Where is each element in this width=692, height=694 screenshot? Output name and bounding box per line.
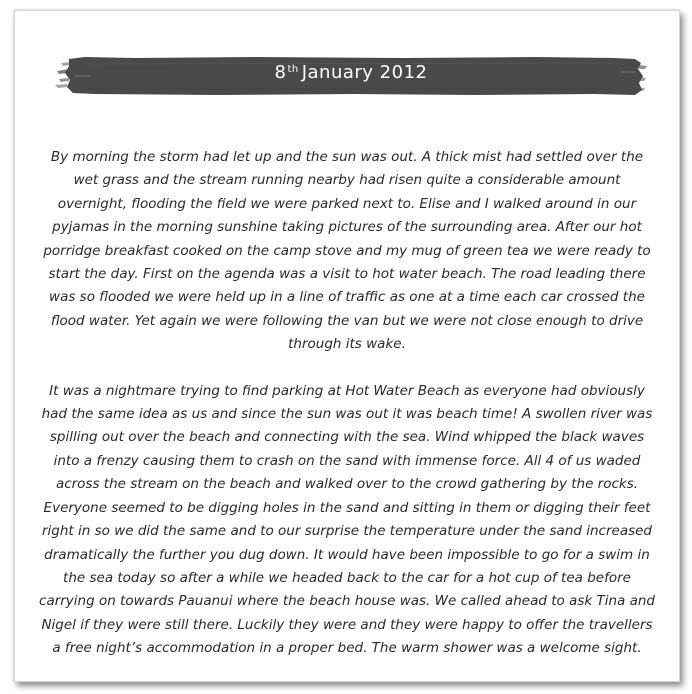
journal-body	[37, 146, 657, 661]
date-suffix: th	[287, 64, 299, 75]
paragraph-1: By morning the storm had let up and the sun was out. A thick mist had settled over the wet grass and the stream running nearby had risen quite a considerable amount overnight, flooding the field we were parked next to. Elise and I walked around in our pyjamas in the morning sunshine taking pictures of the surrounding area. After our hot porridge breakfast cooked on the camp stove and my mug of green tea we were ready to start the day. First on the agenda was a visit to hot water beach. The road leading there was so flooded we were held up in a line of traffic as one at a time each car crossed the flood water. Yet again we were following the van but we were not close enough to drive through its wake.	[43, 149, 651, 353]
date-day: 8	[274, 62, 287, 83]
date-title	[55, 59, 647, 84]
journal-page	[14, 10, 680, 682]
date-month-year: January 2012	[301, 62, 428, 83]
date-banner	[55, 49, 647, 103]
paragraph-2: It was a nightmare trying to find parking at Hot Water Beach as everyone had obviously had the same idea as us and since the sun was out it was beach time! A swollen river was spilling out over the beach and connecting with the sea. Wind whipped the black waves into a frenzy causing them to crash on the sand with immense force. All 4 of us waded across the stream on the beach and walked over to the crowd gathering by the rocks. Everyone seemed to be digging holes in the sand and sitting in them or digging their feet right in so we did the same and to our surprise the temperature under the sand increased dramatically the further you dug down. It would have been impossible to go for a swim in the sea today so after a while we headed back to the car for a hot cup of tea before carrying on towards Pauanui where the beach house was. We called ahead to ask Tina and Nigel if they were still there. Luckily they were and they were happy to offer the travellers a free night’s accommodation in a proper bed. The warm shower was a welcome sight.	[39, 382, 655, 657]
